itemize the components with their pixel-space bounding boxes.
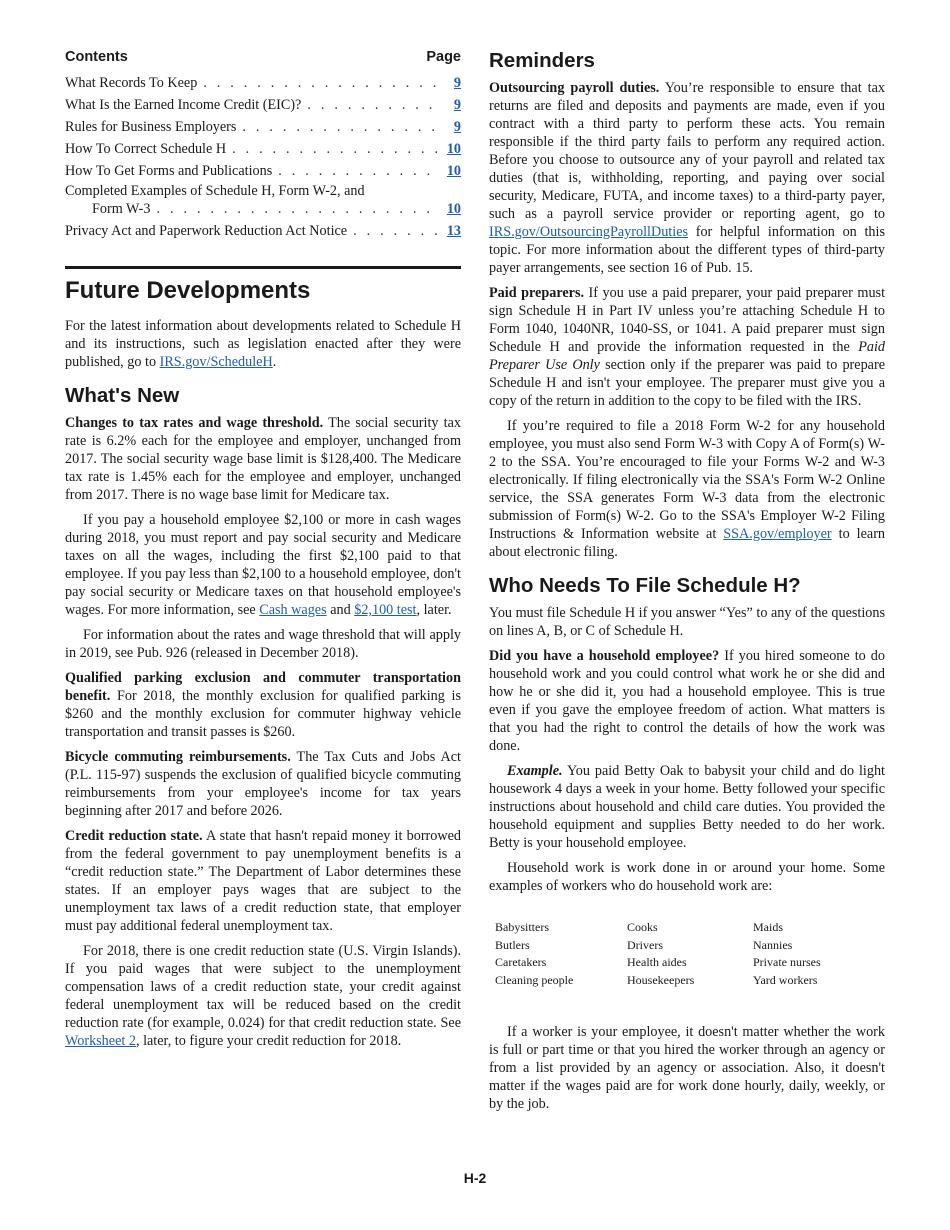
page-heading: Page bbox=[426, 49, 461, 65]
right-column bbox=[489, 48, 885, 1113]
paid-preparers-paragraph: Paid preparers. If you use a paid preparer, your paid preparer must sign Schedule H in Part IV unless you’re attaching Schedule H to Form 1040, 1040NR, 1040-SS, or 1041. A paid preparer must sign Schedule H and provide the information requested in the Paid Preparer Use Only section only if the preparer was paid to prepare Schedule H and isn't your employee. The preparer must give you a copy of the return in addition to the copy to be filed with the IRS. bbox=[489, 285, 886, 409]
reminders-heading: Reminders bbox=[489, 49, 595, 72]
list-item: Babysitters bbox=[495, 920, 549, 934]
toc-leader bbox=[353, 222, 439, 240]
left-column bbox=[65, 48, 461, 1050]
household-work-paragraph: Household work is work done in or around your home. Some examples of workers who do household work are: bbox=[489, 860, 885, 894]
whats-new-heading: What's New bbox=[65, 384, 180, 407]
who-needs-heading: Who Needs To File Schedule H? bbox=[489, 574, 801, 597]
list-item: Cleaning people bbox=[495, 972, 574, 987]
toc-entry-title: What Records To Keep bbox=[65, 75, 198, 91]
contents-header bbox=[65, 48, 461, 66]
credit-reduction-2018-paragraph: For 2018, there is one credit reduction state (U.S. Virgin Islands). If you paid wages that were subject to the unemployment compensation laws of a credit reduction state, your credit against federal unemployment tax will be reduced based on the credit reduction rate (for example, 0.024) for that credit reduction state. See Worksheet 2, later, to figure your credit reduction for 2018. bbox=[65, 943, 461, 1049]
toc-entry[interactable] bbox=[65, 92, 461, 114]
toc-page-link[interactable]: 9 bbox=[453, 97, 461, 113]
household-employee-paragraph: Did you have a household employee? If you hired someone to do household work and you could control what work he or she did and how he or she did it, you had a household employee. This is true even if you gave the employee freedom of action. What matters is that you had the right to control the details of how the work was done. bbox=[489, 648, 885, 754]
list-item: Butlers bbox=[495, 937, 530, 952]
rates-2019-paragraph: For information about the rates and wage threshold that will apply in 2019, see Pub. 926 (released in December 2018). bbox=[65, 627, 461, 661]
parking-exclusion-paragraph: Qualified parking exclusion and commuter transportation benefit. For 2018, the monthly exclusion for qualified parking is $260 and the monthly exclusion for commuter highway vehicle transportation and transit passes is $260. bbox=[65, 670, 462, 740]
bicycle-commuting-paragraph: Bicycle commuting reimbursements. The Tax Cuts and Jobs Act (P.L. 115-97) suspends the exclusion of qualified bicycle commuting reimbursements from your employee's income for tax years beginning after 2017 and before 2026. bbox=[65, 749, 461, 819]
list-item: Maids bbox=[753, 920, 783, 934]
cash-wages-link[interactable]: Cash wages bbox=[259, 602, 327, 618]
outsourcing-payroll-link[interactable]: IRS.gov/OutsourcingPayrollDuties bbox=[489, 224, 689, 240]
outsourcing-paragraph: Outsourcing payroll duties. You’re responsible to ensure that tax returns are filed and deposits and payments are made, even if you contract with a third party to perform these acts. You remain responsible if the third party fails to perform any required action. Before you choose to outsource any of your payroll and related tax duties (that is, withholding, reporting, and paying over social security, Medicare, FUTA, and income taxes) to a third-party payer, such as a payroll service provider or reporting agent, go to IRS.gov/OutsourcingPayrollDuties for helpful information on this topic. For more information about the different types of third-party payer arrangements, see section 16 of Pub. 15. bbox=[489, 80, 885, 276]
contents-heading: Contents bbox=[65, 49, 128, 65]
toc-page-link[interactable]: 10 bbox=[446, 201, 461, 217]
toc-leader bbox=[232, 140, 439, 158]
toc-leader bbox=[242, 118, 439, 136]
list-item: Yard workers bbox=[753, 972, 818, 987]
toc-entry[interactable] bbox=[65, 136, 461, 158]
toc-entry-title: How To Correct Schedule H bbox=[65, 141, 227, 157]
toc-leader bbox=[156, 200, 439, 218]
page-number: H-2 bbox=[463, 1170, 487, 1186]
toc-entry[interactable] bbox=[65, 70, 461, 92]
wage-threshold-paragraph: If you pay a household employee $2,100 or more in cash wages during 2018, you must report and pay social security and Medicare taxes on all the wages, including the first $2,100 paid to that employee. If you pay less than $2,100 to a household employee, don't pay social security or Medicare taxes on that household employee's wages. For more information, see Cash wages and $2,100 test, later. bbox=[65, 512, 461, 618]
list-item: Cooks bbox=[627, 920, 658, 934]
toc-entry[interactable] bbox=[65, 158, 461, 180]
who-needs-intro: You must file Schedule H if you answer “Yes” to any of the questions on lines A, B, or C of Schedule H. bbox=[489, 605, 885, 639]
toc-leader bbox=[203, 74, 439, 92]
household-workers-list bbox=[495, 919, 885, 989]
2100-test-link[interactable]: $2,100 test bbox=[354, 602, 417, 618]
tax-rates-paragraph: Changes to tax rates and wage threshold. The social security tax rate is 6.2% each for the employee and employer, unchanged from 2017. The social security wage base limit is $128,400. The Medicare tax rate is 1.45% each for the employee and employer, unchanged from 2017. There is no wage base limit for Medicare tax. bbox=[65, 415, 461, 503]
toc-entry-title: What Is the Earned Income Credit (EIC)? bbox=[65, 97, 302, 113]
toc-entry-title: How To Get Forms and Publications bbox=[65, 163, 273, 179]
toc-leader bbox=[307, 96, 439, 114]
list-item: Nannies bbox=[753, 937, 793, 952]
worksheet-2-link[interactable]: Worksheet 2 bbox=[65, 1033, 136, 1049]
worker-employee-paragraph: If a worker is your employee, it doesn't matter whether the work is full or part time or that you hired the worker through an agency or from a list provided by an agency or association. Also, it doesn't matter if the wages paid are for work done hourly, daily, weekly, or by the job. bbox=[489, 1024, 885, 1112]
example-paragraph: Example. You paid Betty Oak to babysit your child and do light housework 4 days a week in your home. Betty followed your specific instructions about household and child care duties. You provided the household equipment and supplies Betty needed to do her work. Betty is your household employee. bbox=[489, 763, 885, 851]
future-developments-heading: Future Developments bbox=[65, 277, 311, 304]
list-item: Drivers bbox=[627, 937, 663, 952]
contents-table bbox=[65, 48, 461, 240]
list-item: Housekeepers bbox=[627, 972, 695, 987]
toc-page-link[interactable]: 10 bbox=[446, 141, 461, 157]
ssa-employer-link[interactable]: SSA.gov/employer bbox=[723, 526, 832, 542]
toc-page-link[interactable]: 10 bbox=[446, 163, 461, 179]
toc-entry-title: Privacy Act and Paperwork Reduction Act Notice bbox=[65, 223, 348, 239]
section-divider bbox=[65, 266, 461, 269]
schedule-h-link[interactable]: IRS.gov/ScheduleH bbox=[159, 354, 273, 370]
form-w2-paragraph: If you’re required to file a 2018 Form W-2 for any household employee, you must also send Form W-3 with Copy A of Form(s) W-2 to the SSA. You’re encouraged to file your Forms W-2 and W-3 electronically. If filing electronically via the SSA's Form W-2 Online service, the SSA generates Form W-3 data from the electronic submission of Form(s) W-2. Go to the SSA's Employer W-2 Filing Instructions & Information website at SSA.gov/employer to learn about electronic filing. bbox=[489, 418, 886, 560]
toc-entry-title: Rules for Business Employers bbox=[65, 119, 237, 135]
toc-entry-title-continued: Form W-3 bbox=[92, 201, 151, 217]
toc-leader bbox=[278, 162, 439, 180]
toc-page-link[interactable]: 9 bbox=[453, 75, 461, 91]
list-item: Caretakers bbox=[495, 955, 547, 969]
future-developments-text: For the latest information about developments related to Schedule H and its instructions, such as legislation enacted after they were published, go to IRS.gov/ScheduleH. bbox=[65, 318, 461, 370]
list-item: Health aides bbox=[627, 955, 687, 969]
toc-entry[interactable] bbox=[65, 218, 461, 240]
toc-entry-title: Completed Examples of Schedule H, Form W-2, and bbox=[65, 183, 365, 199]
toc-page-link[interactable]: 13 bbox=[446, 223, 461, 239]
toc-entry[interactable] bbox=[65, 182, 461, 218]
credit-reduction-paragraph: Credit reduction state. A state that hasn't repaid money it borrowed from the federal government to pay unemployment benefits is a “credit reduction state.” The Department of Labor determines these states. If an employer pays wages that are subject to the unemployment tax laws of a credit reduction state, that employer must pay additional federal unemployment tax. bbox=[65, 828, 462, 934]
toc-page-link[interactable]: 9 bbox=[453, 119, 461, 135]
list-item: Private nurses bbox=[753, 955, 821, 969]
toc-entry[interactable] bbox=[65, 114, 461, 136]
